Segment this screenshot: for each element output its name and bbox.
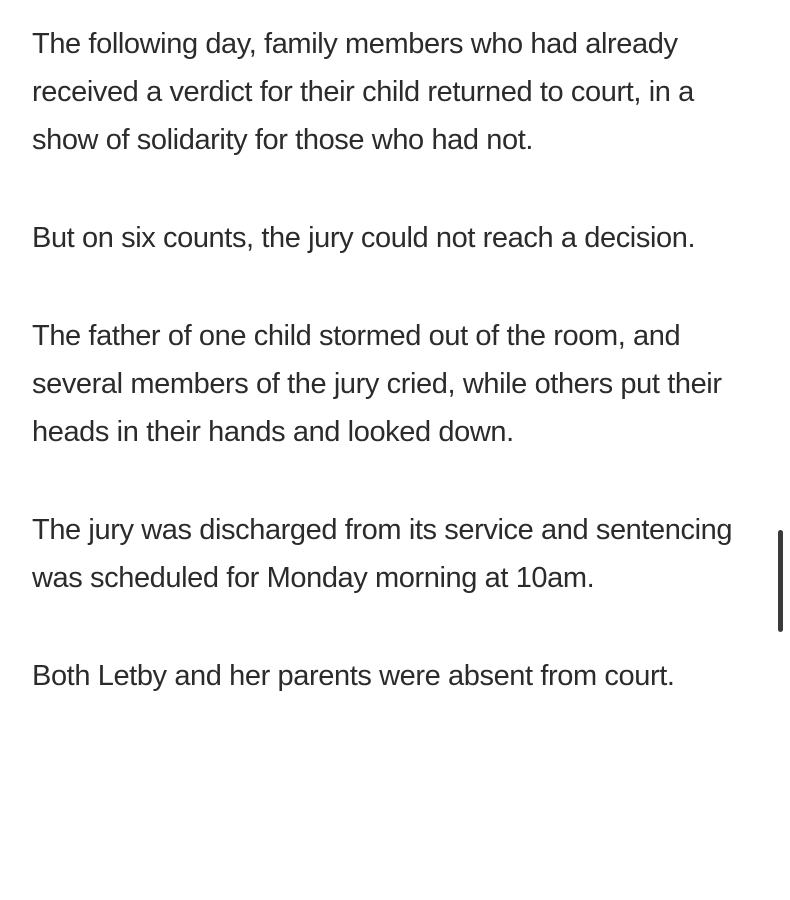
scrollbar-thumb[interactable] [778,530,783,632]
article-paragraph: The following day, family members who had already received a verdict for their child returned to court, in a show of solidarity for those who had not. [32,28,694,156]
article-paragraph: The father of one child stormed out of the room, and several members of the jury cried, while others put their heads in their hands and looked down. [32,320,722,448]
article-body [32,20,762,750]
article-paragraph: The jury was discharged from its service and sentencing was scheduled for Monday morning at 10am. [32,514,733,594]
article-paragraph: Both Letby and her parents were absent from court. [32,660,675,692]
article-paragraph: But on six counts, the jury could not reach a decision. [32,222,696,254]
